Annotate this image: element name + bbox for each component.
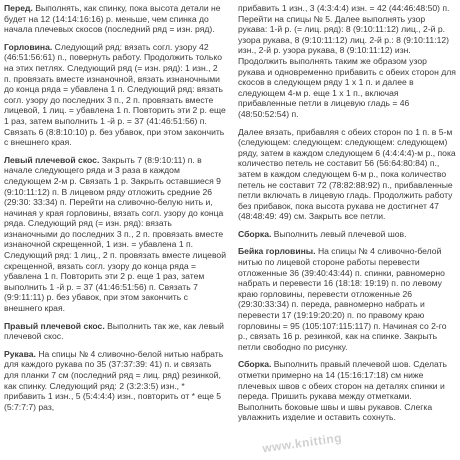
text-neckline: Следующий ряд: вязать согл. узору 42 (46:51:56:61) п., повернуть работу. Продолжить только на этих петлях. Следующий ряд (= изн. ряд): 1 изн., 2 п. провязать вместе изнаночной, вязать изнаночными до конца ряда = убавлена 1 п. Следующий ряд: вязать согл. узору до последних 3 п., 2 п. провязать вместе лицевой, 1 лиц. = убавлена 1 п. Повторить эти 2 р. еще 1 раз, затем выполнить 1 -й р. = 37 (41:46:51:56) п. Связать 6 (8:8:10:10) р. без убавок, при этом закончить с внешнего края.	[4, 41, 226, 148]
heading-left-shoulder: Левый плечевой скос.	[4, 154, 100, 165]
text-sleeve-increases: Далее вязать, прибавляя с обеих сторон по 1 п. в 5-м (следующем: следующем: следующем: следующем) ряду, затем в каждом следующем 6 (4:4:4:4)-м р., пока количество петель не составит 56 (56:64:80:84) п., затем в каждом следующем 6-м р., пока количество петель не составит 72 (78:82:88:92) п., прибавленные петли включать в лицевую гладь. Продолжить работу без прибавок, пока высота рукава не достигнет 47 (48:48:49: 49) см. Закрыть все петли.	[238, 126, 456, 222]
heading-sleeves: Рукава.	[4, 348, 36, 359]
heading-front: Перед.	[4, 3, 33, 13]
text-assembly-1: Выполнить левый плечевой шов.	[273, 228, 407, 239]
heading-neckband: Бейка горловины.	[238, 246, 316, 257]
heading-assembly-1: Сборка.	[238, 228, 272, 239]
paragraph-sleeves	[4, 349, 226, 413]
text-sleeves: На спицы № 4 сливочно-белой нитью набрать для каждого рукава по 35 (37:37:39: 41) п. и связать для планки 7 см (последний ряд = лиц. ряд) резинкой, как спинку. Следующий ряд: 2 (3:2:3:5) изн., * прибавить 1 изн., 5 (5:4:4:4) изн., повторить от * еще 5 (5:7:7:7) раз,	[4, 348, 224, 412]
paragraph-assembly-2	[238, 359, 456, 423]
heading-assembly-2: Сборка.	[238, 359, 272, 370]
paragraph-sleeve-increases	[238, 127, 456, 222]
right-column	[232, 3, 456, 460]
text-neckband: На спицы № 4 сливочно-белой нитью по лицевой стороне работы перевести отложенные 36 (39:40:43:44) п. спинки, равномерно набрать и перевести 16 (18:18: 19:19) п. по левому краю горловины, перевести отложенные 26 (29:30:33:34) п. переда, равномерно набрать и перевести 17 (19:19:20:20) п. по правому краю горловины = 95 (105:107:115:117) п. Начиная со 2-го р., связать 16 р. резинкой, как на спинке. Закрыть петли свободно по рисунку.	[238, 246, 447, 352]
paragraph-assembly-1	[238, 229, 456, 240]
paragraph-neckband	[238, 246, 456, 352]
text-right-shoulder: Выполнить так же, как левый плечевой скос.	[4, 320, 224, 342]
paragraph-left-shoulder	[4, 155, 226, 314]
heading-neckline: Горловина.	[4, 41, 53, 52]
paragraph-front	[4, 3, 226, 35]
text-sleeves-continued: прибавить 1 изн., 3 (4:3:4:4) изн. = 42 (44:46:48:50) п. Перейти на спицы № 5. Далее выполнять узор рукава: 1-й р. (= лиц. ряд): 8 (9:10:11:12) лиц., 2-й р. узора рукава, 8 (9:10:11:12) лиц. 2-й р.: 8 (9:10:11:12) изн., 2-й р. узора рукава, 8 (9:10:11:12) изн. Продолжить выполнять таким же образом узор рукава и одновременно прибавить с обеих сторон для скосов в следующем ряду 1 х 1 п. и далее в следующем 4-м р. еще 1 х 1 п., включая прибавленные петли в лицевую гладь = 46 (48:50:52:54) п.	[238, 3, 456, 119]
text-assembly-2: Выполнить правый плечевой шов. Сделать отметки примерно на 14 (15:16:17:18) см ниже плечевых швов с обеих сторон на деталях спинки и переда. Пришить рукава между отметками. Выполнить боковые швы и швы рукавов. Слегка увлажнить изделие и оставить сохнуть.	[238, 359, 448, 423]
paragraph-sleeves-continued	[238, 3, 456, 120]
left-column	[4, 3, 232, 460]
text-left-shoulder: Закрыть 7 (8:9:10:11) п. в начале следующего ряда и 3 раза в каждом следующем 2-м р. Связать 1 р. Закрыть оставшиеся 9 (9:10:11:12) п. В лицевом ряду отложить средние 26 (29:30: 33:34) п. Перейти на сливочно-белую нить и, начиная у края горловины, вязать согл. узору до конца ряда. Следующий ряд (= изн. ряд): вязать изнаночными до последних 3 п., 2 п. провязать вместе изнаночной скрещенной, 1 изн. = убавлена 1 п. Следующий ряд: 1 лиц., 2 п. провязать вместе лицевой скрещенной, вязать согл. узору до конца ряда = убавлена 1 п. Повторить эти 2 р. еще 1 раз, затем выполнить 1 -й р. = 37 (41:46:51:56) п. Связать 7 (9:9:11:11) р. без убавок, при этом закончить с внешнего края.	[4, 154, 227, 314]
text-front: Выполнять, как спинку, пока высота детали не будет на 12 (14:14:16:16) р. меньше, чем спинка до начала плечевых скосов (последний ряд = изн. ряд).	[4, 3, 221, 35]
watermark: www.knitting	[261, 430, 343, 456]
paragraph-right-shoulder	[4, 321, 226, 342]
paragraph-neckline	[4, 42, 226, 148]
heading-right-shoulder: Правый плечевой скос.	[4, 320, 105, 331]
